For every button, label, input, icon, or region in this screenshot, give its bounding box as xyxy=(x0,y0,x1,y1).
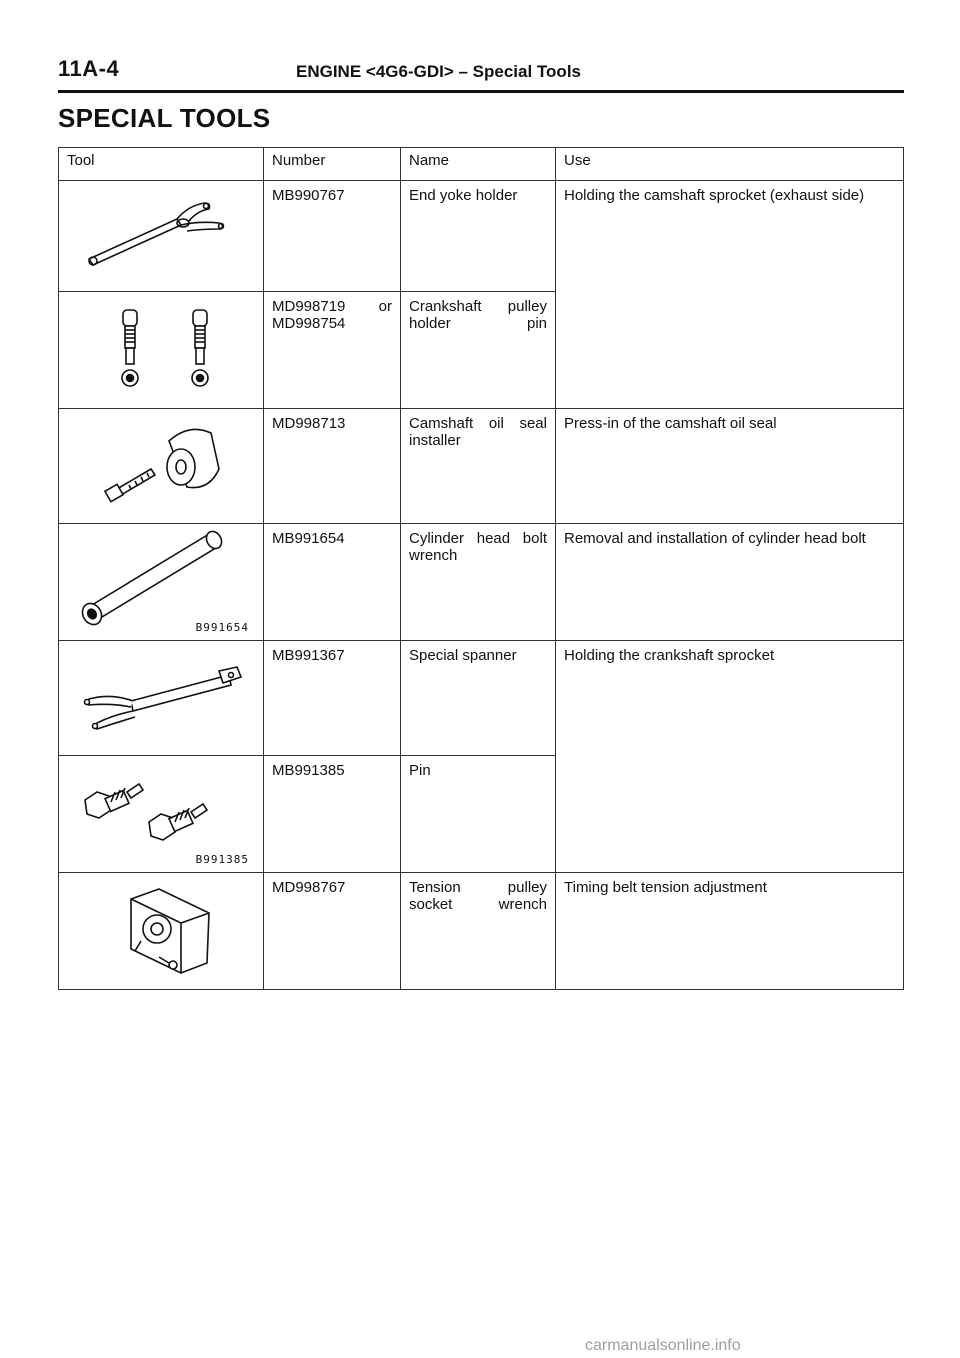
tool-cell xyxy=(59,756,264,873)
name-text: Crankshaft pulley holder pin xyxy=(409,298,547,332)
name-cell xyxy=(401,873,556,990)
use-cell: Removal and installation of cylinder head bolt xyxy=(556,524,904,641)
special-spanner-icon xyxy=(59,641,247,755)
end-yoke-holder-icon xyxy=(59,181,247,291)
name-cell xyxy=(401,292,556,409)
number-cell xyxy=(264,292,401,409)
number-cell: MB991367 xyxy=(264,641,401,756)
table-row xyxy=(59,524,904,641)
number-cell: MB991654 xyxy=(264,524,401,641)
page-header xyxy=(58,56,904,93)
use-cell: Timing belt tension adjustment xyxy=(556,873,904,990)
number-cell: MD998767 xyxy=(264,873,401,990)
holder-pin-icon xyxy=(59,292,247,408)
name-cell xyxy=(401,524,556,641)
page-number: 11A-4 xyxy=(58,56,120,81)
watermark: carmanualsonline.info xyxy=(585,1337,741,1354)
running-title: ENGINE <4G6-GDI> – Special Tools xyxy=(296,62,581,81)
header-tool: Tool xyxy=(59,148,264,181)
table-row xyxy=(59,181,904,292)
name-text: Cylinder head bolt wrench xyxy=(409,530,547,564)
socket-wrench-icon xyxy=(59,873,247,989)
table-header-row xyxy=(59,148,904,181)
figure-ref-code: B991385 xyxy=(195,853,249,866)
header-use: Use xyxy=(556,148,904,181)
table-row xyxy=(59,409,904,524)
name-cell: End yoke holder xyxy=(401,181,556,292)
use-cell: Holding the crankshaft sprocket xyxy=(556,641,904,756)
table-row xyxy=(59,873,904,990)
use-cell xyxy=(556,292,904,409)
name-cell: Special spanner xyxy=(401,641,556,756)
table-row xyxy=(59,756,904,873)
section-title: SPECIAL TOOLS xyxy=(58,103,271,133)
tool-cell xyxy=(59,873,264,990)
number-cell: MD998713 xyxy=(264,409,401,524)
number-cell: MB991385 xyxy=(264,756,401,873)
table-row xyxy=(59,292,904,409)
tool-cell xyxy=(59,409,264,524)
special-tools-table xyxy=(58,147,904,990)
table-row xyxy=(59,641,904,756)
number-text: MD998719 or MD998754 xyxy=(272,298,392,332)
tool-cell xyxy=(59,524,264,641)
name-text: Camshaft oil seal installer xyxy=(409,415,547,449)
header-number: Number xyxy=(264,148,401,181)
use-cell: Holding the camshaft sprocket (exhaust side) xyxy=(556,181,904,292)
header-name: Name xyxy=(401,148,556,181)
name-cell: Pin xyxy=(401,756,556,873)
tool-cell xyxy=(59,641,264,756)
figure-ref-code: B991654 xyxy=(195,621,249,634)
tool-cell xyxy=(59,181,264,292)
oil-seal-installer-icon xyxy=(59,409,247,523)
use-cell: Press-in of the camshaft oil seal xyxy=(556,409,904,524)
name-cell xyxy=(401,409,556,524)
name-text: Tension pulley socket wrench xyxy=(409,879,547,913)
use-cell xyxy=(556,756,904,873)
number-cell: MB990767 xyxy=(264,181,401,292)
tool-cell xyxy=(59,292,264,409)
